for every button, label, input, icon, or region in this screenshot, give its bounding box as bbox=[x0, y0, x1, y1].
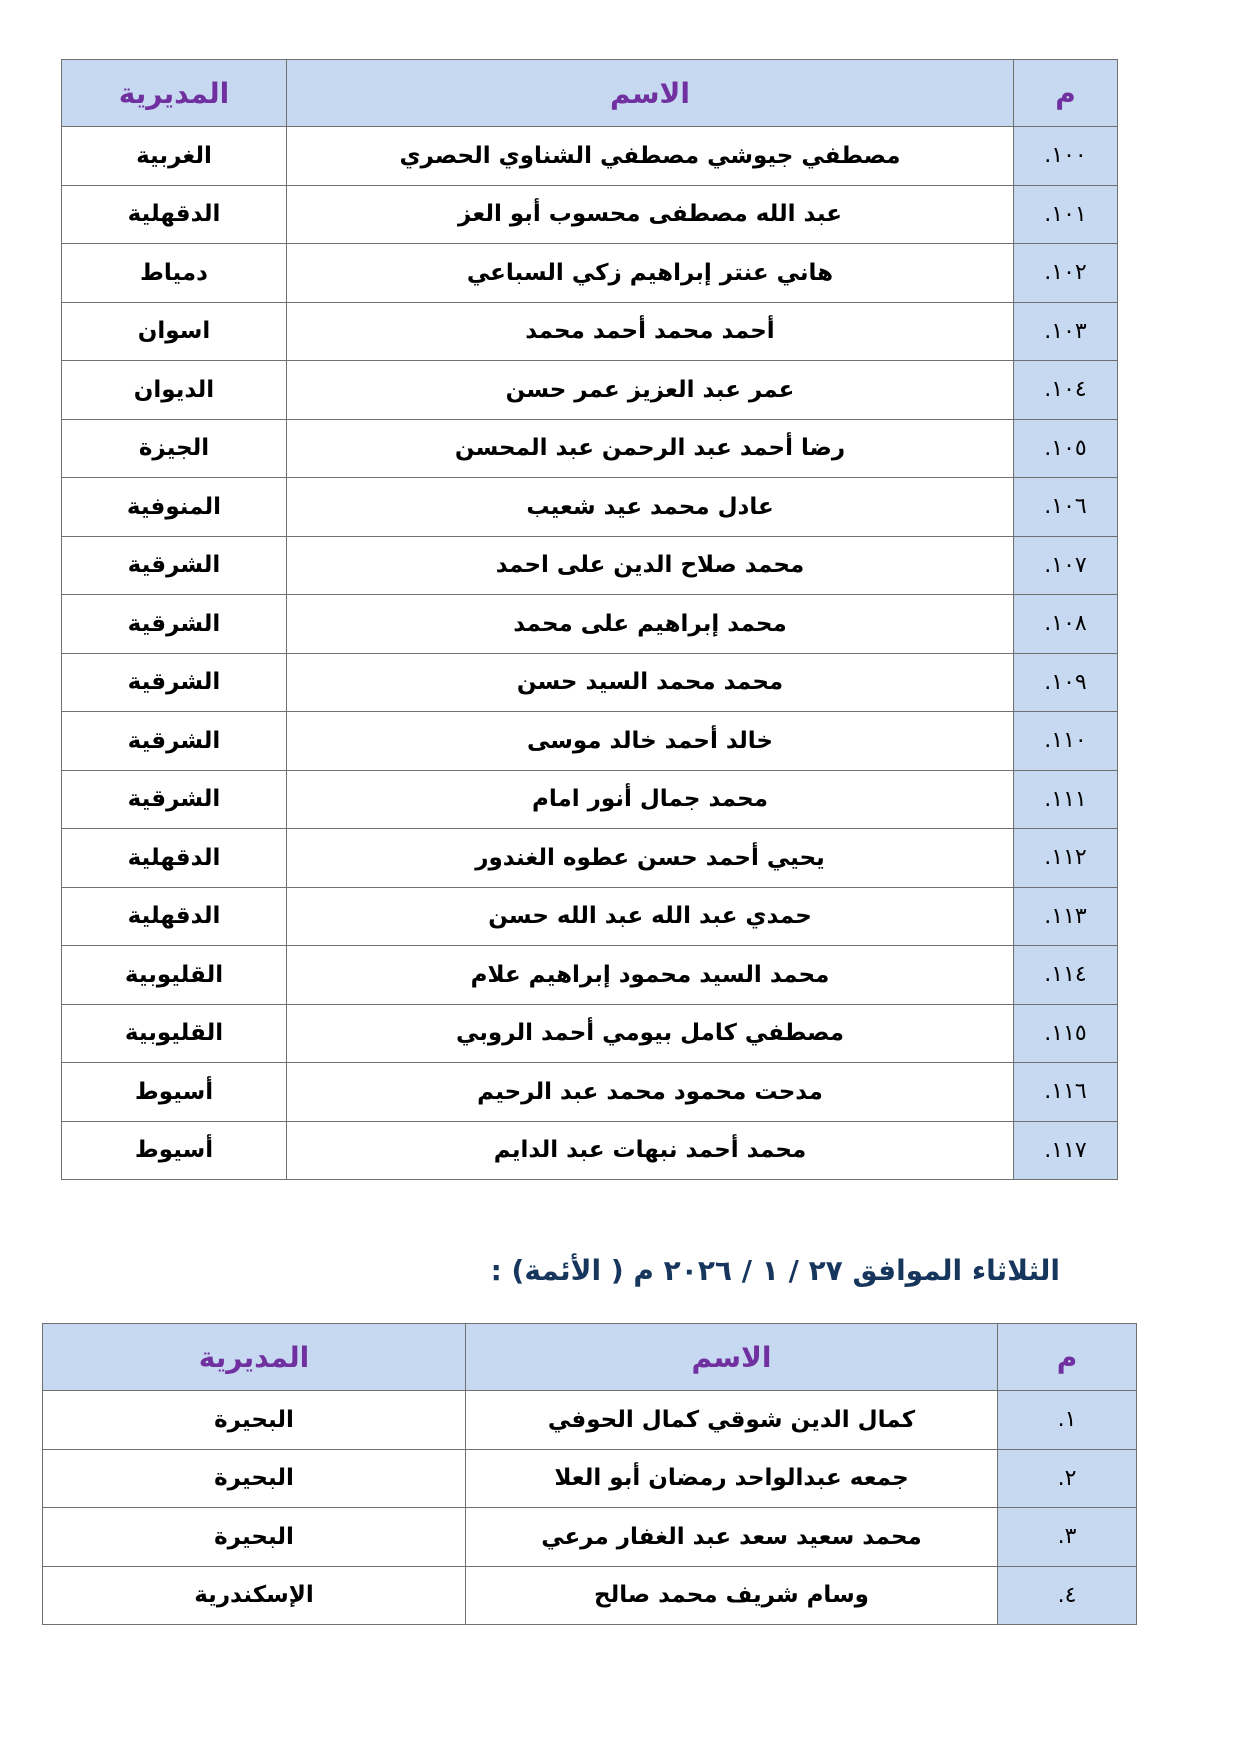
cell-directorate: أسيوط bbox=[62, 1121, 287, 1180]
cell-name: خالد أحمد خالد موسى bbox=[287, 712, 1014, 771]
cell-num: ١٠٥. bbox=[1014, 419, 1118, 478]
table-row bbox=[62, 536, 1118, 595]
cell-num: ١٠٠. bbox=[1014, 127, 1118, 186]
table-row bbox=[43, 1566, 1137, 1625]
cell-directorate: الشرقية bbox=[62, 595, 287, 654]
cell-name: محمد سعيد سعد عبد الغفار مرعي bbox=[466, 1508, 998, 1567]
cell-num: ١١٢. bbox=[1014, 829, 1118, 888]
cell-directorate: الشرقية bbox=[62, 712, 287, 771]
cell-directorate: الدقهلية bbox=[62, 829, 287, 888]
cell-name: مدحت محمود محمد عبد الرحيم bbox=[287, 1063, 1014, 1122]
cell-num: ٢. bbox=[998, 1449, 1137, 1508]
table-row bbox=[62, 595, 1118, 654]
header-num: م bbox=[1014, 60, 1118, 127]
cell-directorate: البحيرة bbox=[43, 1391, 466, 1450]
cell-name: هاني عنتر إبراهيم زكي السباعي bbox=[287, 244, 1014, 303]
cell-name: يحيي أحمد حسن عطوه الغندور bbox=[287, 829, 1014, 888]
cell-directorate: الغربية bbox=[62, 127, 287, 186]
table-row bbox=[62, 1004, 1118, 1063]
cell-directorate: الدقهلية bbox=[62, 887, 287, 946]
cell-num: ١٠١. bbox=[1014, 185, 1118, 244]
cell-num: ١٠٦. bbox=[1014, 478, 1118, 537]
cell-num: ١١١. bbox=[1014, 770, 1118, 829]
cell-directorate: الشرقية bbox=[62, 536, 287, 595]
cell-num: ١١٣. bbox=[1014, 887, 1118, 946]
cell-num: ١. bbox=[998, 1391, 1137, 1450]
cell-directorate: الإسكندرية bbox=[43, 1566, 466, 1625]
cell-num: ١٠٣. bbox=[1014, 302, 1118, 361]
cell-name: أحمد محمد أحمد محمد bbox=[287, 302, 1014, 361]
table-row bbox=[62, 1121, 1118, 1180]
cell-name: محمد جمال أنور امام bbox=[287, 770, 1014, 829]
cell-num: ١١٠. bbox=[1014, 712, 1118, 771]
cell-name: محمد محمد السيد حسن bbox=[287, 653, 1014, 712]
header-num: م bbox=[998, 1324, 1137, 1391]
cell-name: عادل محمد عيد شعيب bbox=[287, 478, 1014, 537]
cell-directorate: الديوان bbox=[62, 361, 287, 420]
table-header-row bbox=[62, 60, 1118, 127]
cell-num: ١٠٨. bbox=[1014, 595, 1118, 654]
cell-num: ٣. bbox=[998, 1508, 1137, 1567]
cell-num: ١٠٩. bbox=[1014, 653, 1118, 712]
table-row bbox=[43, 1391, 1137, 1450]
cell-name: عمر عبد العزيز عمر حسن bbox=[287, 361, 1014, 420]
table-row bbox=[62, 770, 1118, 829]
cell-num: ١١٥. bbox=[1014, 1004, 1118, 1063]
cell-directorate: المنوفية bbox=[62, 478, 287, 537]
table-row bbox=[62, 887, 1118, 946]
cell-num: ١١٧. bbox=[1014, 1121, 1118, 1180]
table-row bbox=[43, 1449, 1137, 1508]
table-row bbox=[62, 946, 1118, 1005]
cell-num: ٤. bbox=[998, 1566, 1137, 1625]
table-row bbox=[62, 419, 1118, 478]
table-row bbox=[62, 478, 1118, 537]
table-row bbox=[62, 302, 1118, 361]
names-table-2 bbox=[42, 1323, 1137, 1625]
table-row bbox=[62, 712, 1118, 771]
section-heading: الثلاثاء الموافق ٢٧ / ١ / ٢٠٢٦ م ( الأئمة) : bbox=[490, 1254, 1060, 1287]
cell-name: محمد أحمد نبهات عبد الدايم bbox=[287, 1121, 1014, 1180]
table-header-row bbox=[43, 1324, 1137, 1391]
cell-num: ١٠٢. bbox=[1014, 244, 1118, 303]
cell-name: مصطفي جيوشي مصطفي الشناوي الحصري bbox=[287, 127, 1014, 186]
cell-name: محمد إبراهيم على محمد bbox=[287, 595, 1014, 654]
table-row bbox=[62, 185, 1118, 244]
table-row bbox=[62, 653, 1118, 712]
table-row bbox=[62, 127, 1118, 186]
cell-name: مصطفي كامل بيومي أحمد الروبي bbox=[287, 1004, 1014, 1063]
header-directorate: المديرية bbox=[62, 60, 287, 127]
cell-num: ١١٦. bbox=[1014, 1063, 1118, 1122]
table-row bbox=[62, 1063, 1118, 1122]
cell-directorate: الشرقية bbox=[62, 770, 287, 829]
cell-directorate: دمياط bbox=[62, 244, 287, 303]
cell-directorate: الدقهلية bbox=[62, 185, 287, 244]
header-directorate: المديرية bbox=[43, 1324, 466, 1391]
cell-directorate: أسيوط bbox=[62, 1063, 287, 1122]
cell-name: جمعه عبدالواحد رمضان أبو العلا bbox=[466, 1449, 998, 1508]
names-table-1 bbox=[61, 59, 1118, 1180]
header-name: الاسم bbox=[287, 60, 1014, 127]
cell-num: ١٠٤. bbox=[1014, 361, 1118, 420]
cell-directorate: الجيزة bbox=[62, 419, 287, 478]
table-row bbox=[62, 829, 1118, 888]
cell-name: محمد السيد محمود إبراهيم علام bbox=[287, 946, 1014, 1005]
cell-directorate: اسوان bbox=[62, 302, 287, 361]
table-row bbox=[62, 361, 1118, 420]
cell-directorate: القليوبية bbox=[62, 946, 287, 1005]
table-row bbox=[62, 244, 1118, 303]
header-name: الاسم bbox=[466, 1324, 998, 1391]
cell-name: رضا أحمد عبد الرحمن عبد المحسن bbox=[287, 419, 1014, 478]
cell-num: ١١٤. bbox=[1014, 946, 1118, 1005]
cell-name: حمدي عبد الله عبد الله حسن bbox=[287, 887, 1014, 946]
cell-name: كمال الدين شوقي كمال الحوفي bbox=[466, 1391, 998, 1450]
cell-directorate: البحيرة bbox=[43, 1449, 466, 1508]
cell-name: وسام شريف محمد صالح bbox=[466, 1566, 998, 1625]
cell-directorate: القليوبية bbox=[62, 1004, 287, 1063]
table-row bbox=[43, 1508, 1137, 1567]
cell-directorate: البحيرة bbox=[43, 1508, 466, 1567]
cell-name: عبد الله مصطفى محسوب أبو العز bbox=[287, 185, 1014, 244]
cell-name: محمد صلاح الدين على احمد bbox=[287, 536, 1014, 595]
cell-directorate: الشرقية bbox=[62, 653, 287, 712]
cell-num: ١٠٧. bbox=[1014, 536, 1118, 595]
